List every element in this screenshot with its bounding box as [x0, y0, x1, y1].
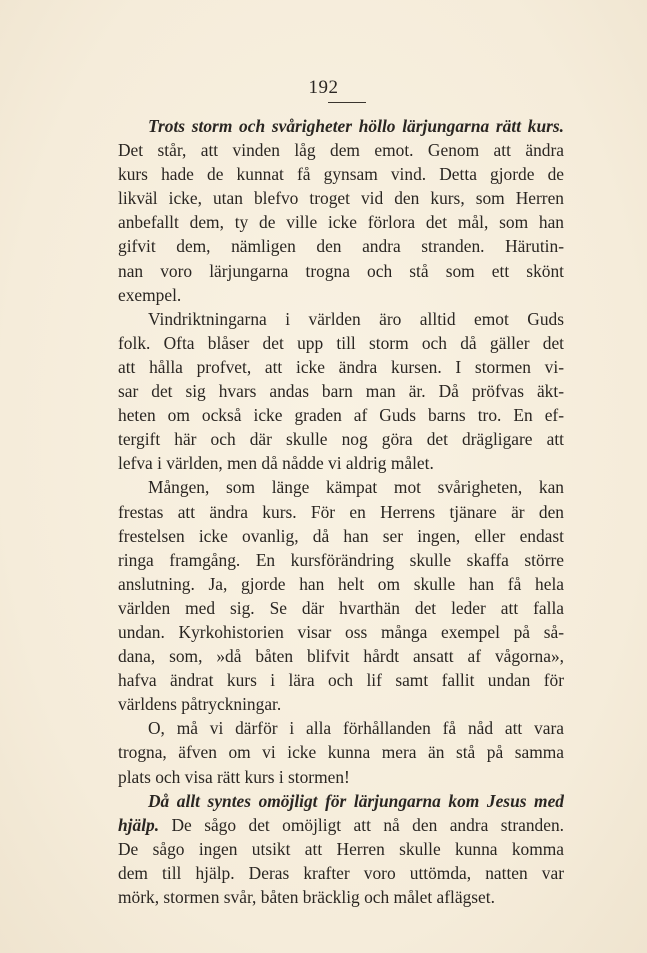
section-heading: Då allt syntes omöjligt för lärjungarna kom Jesus med [148, 790, 564, 811]
text-line: likväl icke, utan blefvo troget vid den kurs, som Herren [118, 188, 564, 209]
text-line: frestelsen icke ovanlig, då han ser ingen, eller endast [118, 525, 564, 546]
text-line: plats och visa rätt kurs i stormen! [118, 766, 350, 787]
text-line: O, må vi därför i alla förhållanden få nåd att vara [148, 718, 564, 739]
text-line: anbefallt dem, ty de ville icke förlora det mål, som han [118, 212, 564, 233]
text-line: sar det sig hvars andas barn man är. Då pröfvas äkt- [118, 381, 564, 402]
text-line: frestas att ändra kurs. För en Herrens tjänare är den [118, 501, 564, 522]
text-line: dana, som, »då båten blifvit hårdt ansatt af vågorna», [118, 646, 564, 667]
text-line: folk. Ofta blåser det upp till storm och då gäller det [118, 332, 564, 353]
text-line: anslutning. Ja, gjorde han helt om skulle han få hela [118, 573, 564, 594]
text-line: nan voro lärjungarna trogna och stå som ett skönt [118, 260, 564, 281]
text-line: tergift här och där skulle nog göra det drägligare att [118, 429, 564, 450]
text-line: mörk, stormen svår, båten bräcklig och målet aflägset. [118, 887, 495, 907]
text-run: De sågo det omöjligt att nå den andra stranden. [159, 814, 564, 835]
text-line: trogna, äfven om vi icke kunna mera än stå på samma [118, 742, 564, 763]
text-line: dem till hjälp. Deras krafter voro uttömda, natten var [118, 862, 564, 883]
text-line [118, 813, 564, 837]
text-line: lefva i världen, men då nådde vi aldrig målet. [118, 453, 434, 474]
page-number: 192 [308, 77, 339, 98]
text-line: hafva ändrat kurs i lära och lif samt fallit undan för [118, 670, 564, 691]
text-line: världen med sig. Se där hvarthän det leder att falla [118, 597, 564, 618]
text-line: ringa framgång. En kursförändring skulle skaffa större [118, 549, 564, 570]
text-line: gifvit dem, nämligen den andra stranden. Härutin- [118, 236, 564, 257]
text-line: exempel. [118, 284, 182, 305]
text-line: heten om också icke graden af Guds barns tro. En ef- [118, 405, 564, 426]
text-line: Det står, att vinden låg dem emot. Genom att ändra [118, 140, 564, 161]
text-line [118, 789, 564, 813]
section-heading: hjälp. [118, 814, 160, 835]
section-heading: Trots storm och svårigheter höllo lärjungarna rätt kurs. [148, 116, 564, 136]
page-number-rule [328, 102, 366, 103]
body-text [118, 114, 564, 909]
text-line [118, 114, 564, 138]
text-line: världens påtryckningar. [118, 694, 282, 715]
text-line: Vindriktningarna i världen äro alltid emot Guds [148, 308, 564, 329]
text-line: att hålla profvet, att icke ändra kursen. I stormen vi- [118, 356, 564, 377]
text-line: Mången, som länge kämpat mot svårigheten, kan [148, 477, 564, 498]
text-line: De sågo ingen utsikt att Herren skulle kunna komma [118, 838, 564, 859]
text-line: kurs hade de kunnat få gynsam vind. Detta gjorde de [118, 164, 564, 185]
text-line: undan. Kyrkohistorien visar oss många exempel på så- [118, 621, 564, 642]
